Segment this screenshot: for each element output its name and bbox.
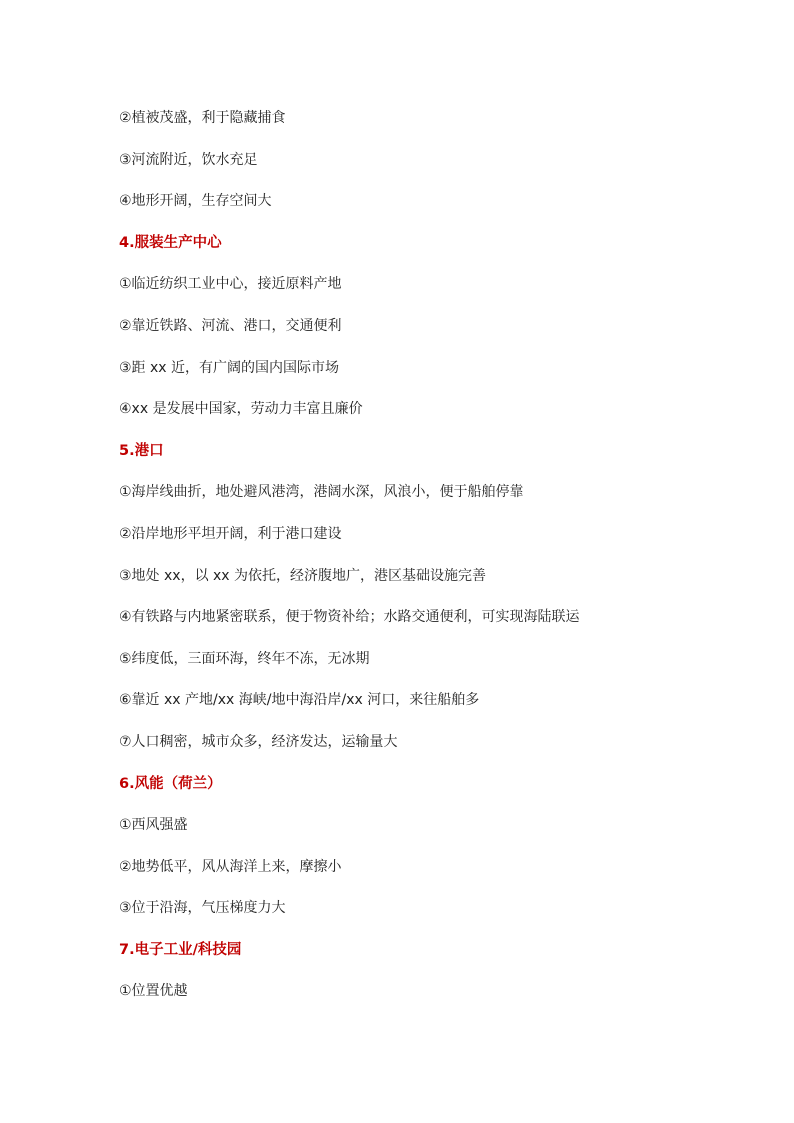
list-item: ②植被茂盛，利于隐藏捕食 [119,110,286,126]
list-item: ②地势低平，风从海洋上来，摩擦小 [119,858,342,875]
list-item: ②靠近铁路、河流、港口，交通便利 [119,317,342,334]
list-item: ①海岸线曲折，地处避风港湾，港阔水深，风浪小，便于船舶停靠 [119,484,524,501]
list-item: ①西风强盛 [119,817,188,834]
list-item: ④xx 是发展中国家，劳动力丰富且廉价 [119,401,363,418]
document-body [119,107,719,1022]
list-item: ①临近纺织工业中心，接近原料产地 [119,276,342,293]
section-heading: 7.电子工业/科技园 [119,941,242,958]
list-item: ⑦人口稠密，城市众多，经济发达，运输量大 [119,733,398,750]
list-item: ①位置优越 [119,983,188,1000]
section-heading: 5.港口 [119,442,164,459]
list-item: ④地形开阔，生存空间大 [119,193,272,210]
list-item: ⑥靠近 xx 产地/xx 海峡/地中海沿岸/xx 河口，来往船舶多 [119,692,480,709]
list-item: ④有铁路与内地紧密联系，便于物资补给；水路交通便利，可实现海陆联运 [119,609,580,626]
section-heading: 4.服装生产中心 [119,234,222,251]
list-item: ②沿岸地形平坦开阔，利于港口建设 [119,525,342,542]
list-item: ③距 xx 近，有广阔的国内国际市场 [119,359,340,376]
list-item: ③地处 xx，以 xx 为依托，经济腹地广，港区基础设施完善 [119,567,487,584]
section-heading: 6.风能（荷兰） [119,775,222,792]
list-item: ③河流附近，饮水充足 [119,151,258,168]
list-item: ③位于沿海，气压梯度力大 [119,900,286,917]
list-item: ⑤纬度低，三面环海，终年不冻，无冰期 [119,650,370,667]
